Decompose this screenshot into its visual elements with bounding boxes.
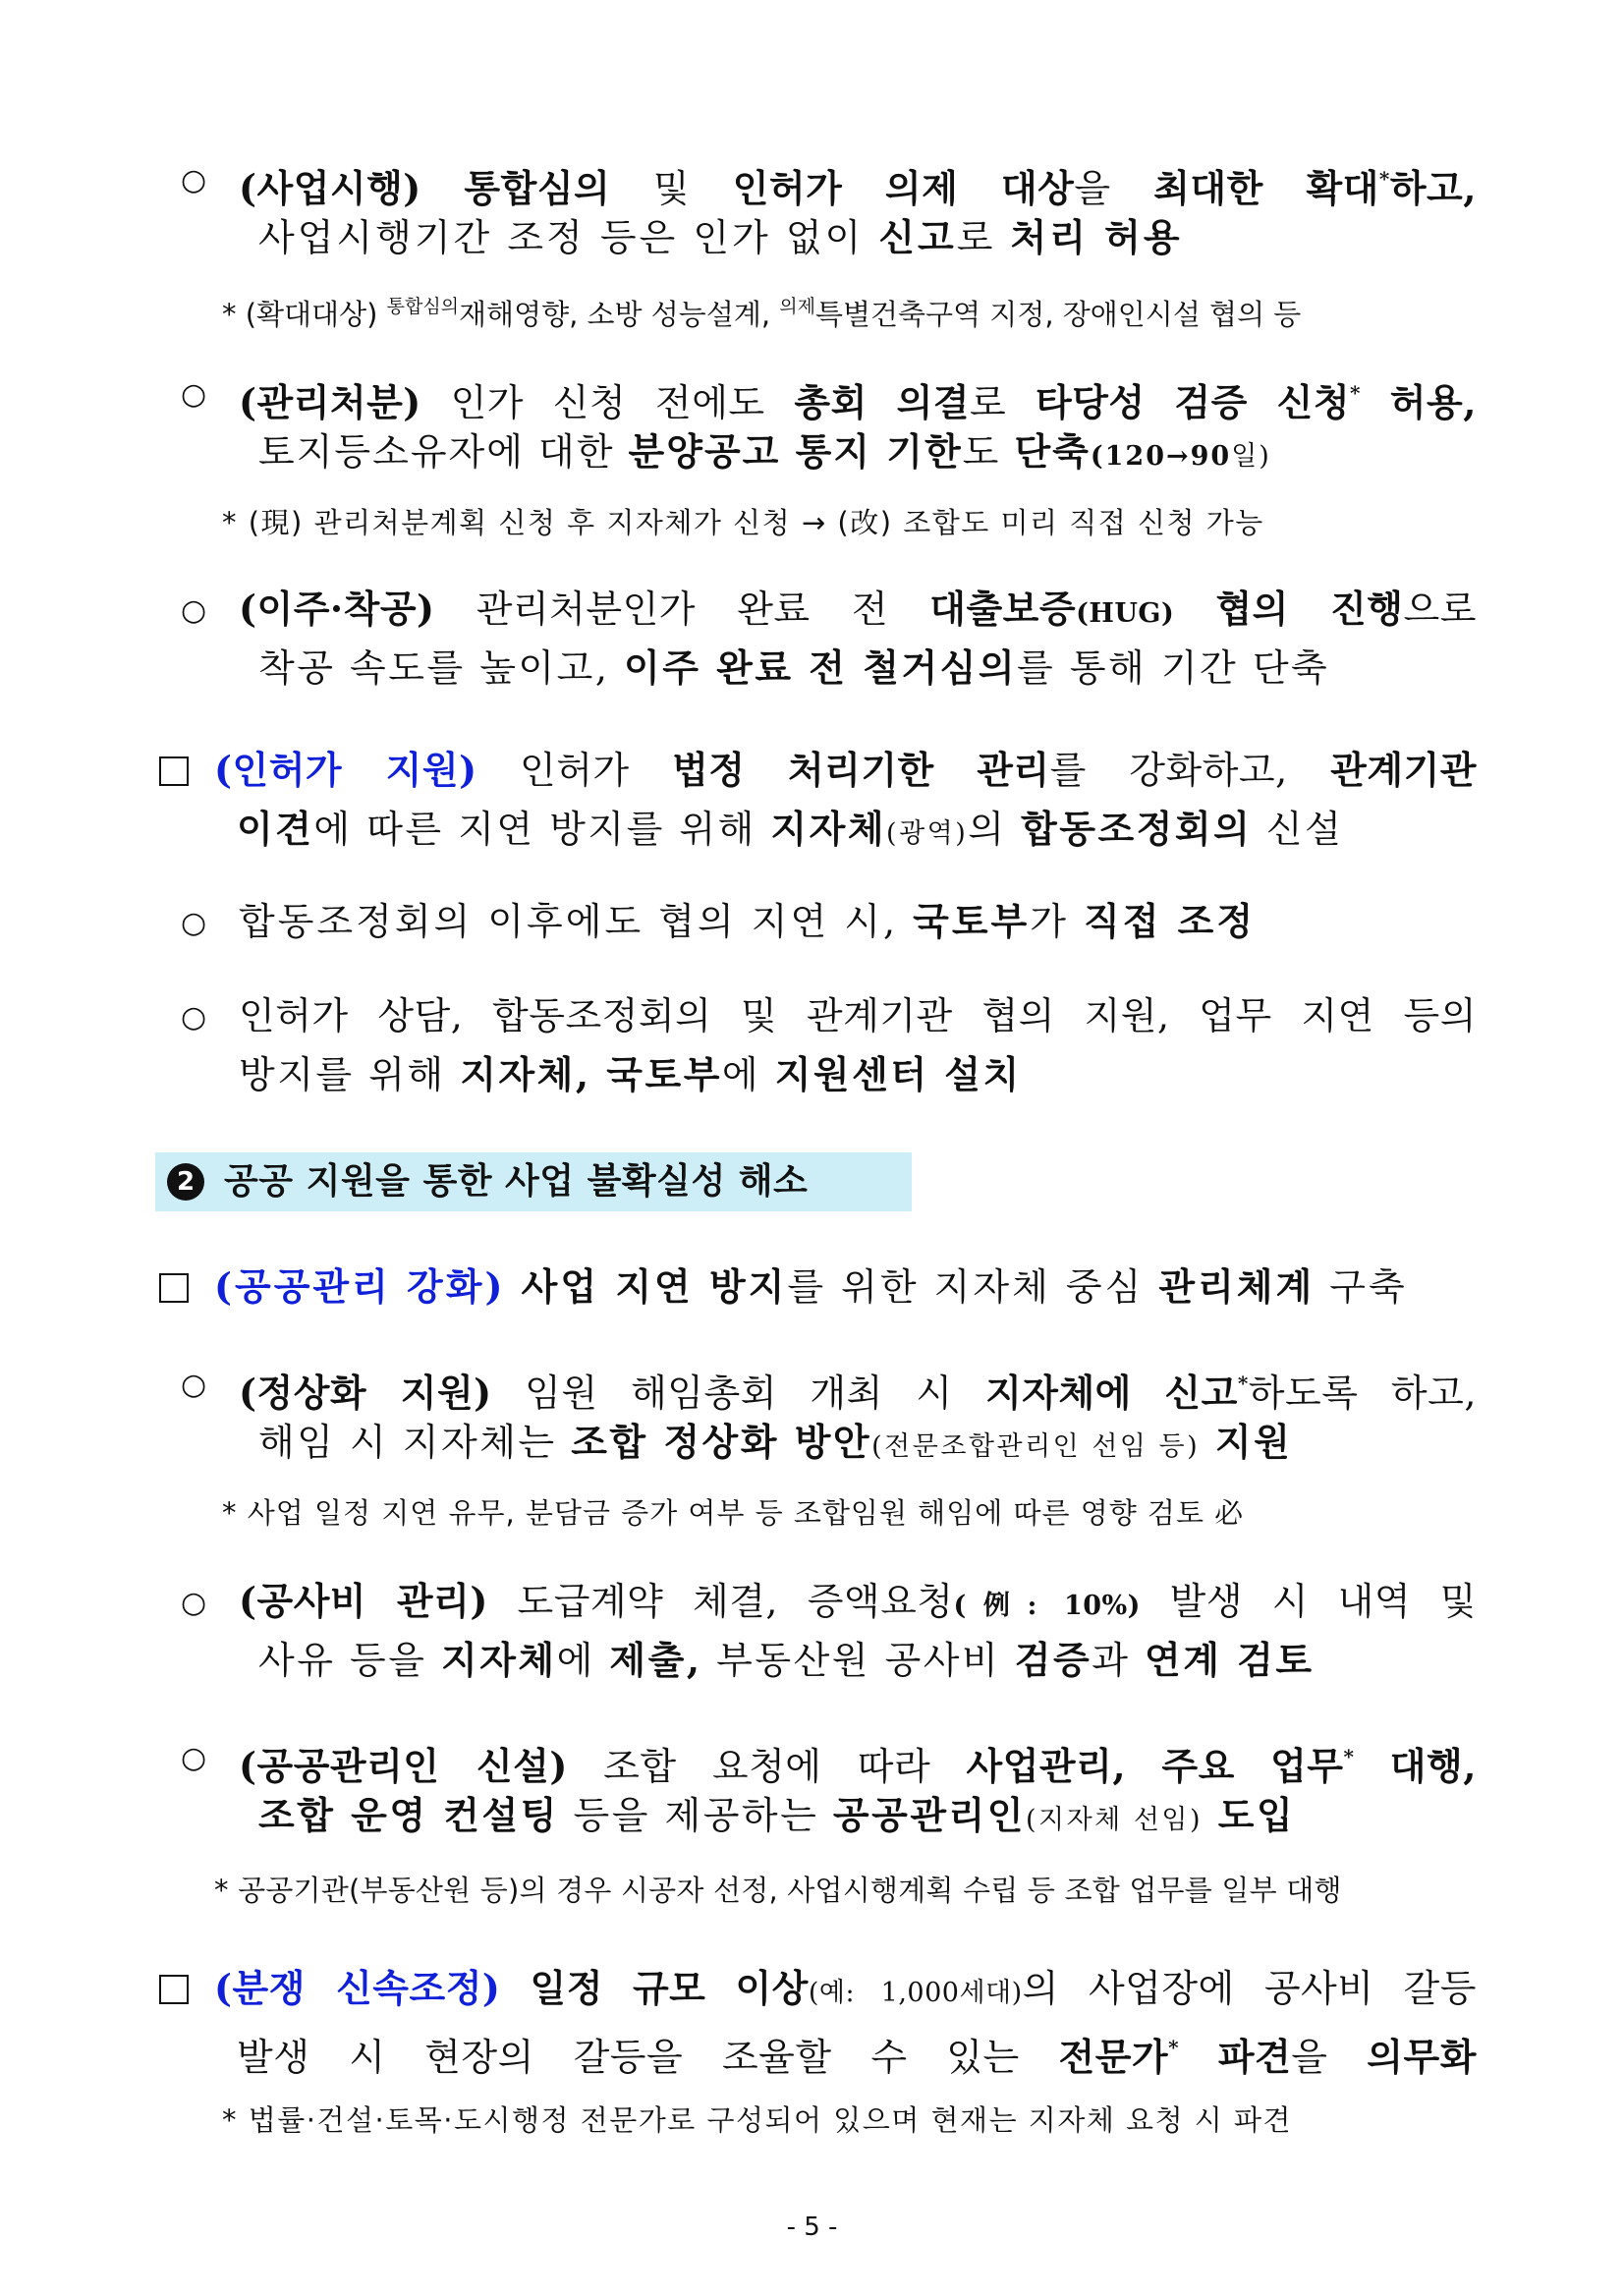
item-dispute-mediation-line2: 발생 시 현장의 갈등을 조율할 수 있는 전문가* 파견을 의무화 bbox=[237, 2035, 1477, 2079]
footnote-current-vs-revised: * (現) 관리처분계획 신청 후 지자체가 신청 → (改) 조합도 미리 직접 신청 가능 bbox=[222, 506, 1264, 539]
item-construction-cost-line1: (공사비 관리) 도급계약 체결, 증액요청(例: 10%) 발생 시 내역 및 bbox=[239, 1579, 1477, 1623]
footnote-public-agency-role: * 공공기관(부동산원 등)의 경우 시공자 선정, 사업시행계획 수립 등 조합 업무를 일부 대행 bbox=[214, 1874, 1342, 1907]
item-support-center-line2: 방지를 위해 지자체, 국토부에 지원센터 설치 bbox=[239, 1052, 1022, 1096]
item-normalization-support-line2: 해임 시 지자체는 조합 정상화 방안(전문조합관리인 선임 등) 지원 bbox=[258, 1420, 1293, 1464]
circle-bullet-icon: ○ bbox=[181, 163, 207, 197]
circle-bullet-icon: ○ bbox=[181, 1586, 207, 1620]
item-business-implementation-line1: (사업시행) 통합심의 및 인허가 의제 대상을 최대한 확대*하고, bbox=[239, 166, 1477, 210]
item-public-management-strengthening: (공공관리 강화) 사업 지연 방지를 위한 지자체 중심 관리체계 구축 bbox=[214, 1264, 1408, 1309]
page-number: - 5 - bbox=[786, 2212, 838, 2242]
item-permit-support-line1: (인허가 지원) 인허가 법정 처리기한 관리를 강화하고, 관계기관 bbox=[214, 748, 1477, 792]
footnote-expert-composition: * 법률·건설·토목·도시행정 전문가로 구성되어 있으며 현재는 지자체 요청 시 파견 bbox=[222, 2103, 1293, 2137]
footnote-expansion-targets: * (확대대상) $^{통합심의}$재해영향, 소방 성능설계, $^{의제}$특별건축구역 지정, 장애인시설 협의 등 bbox=[222, 296, 1302, 331]
item-relocation-construction-line2: 착공 속도를 높이고, 이주 완료 전 철거심의를 통해 기간 단축 bbox=[258, 645, 1330, 690]
item-relocation-construction-line1: (이주·착공) 관리처분인가 완료 전 대출보증(HUG) 협의 진행으로 bbox=[239, 587, 1477, 631]
circle-bullet-icon: ○ bbox=[181, 1368, 207, 1402]
section-header-title: 공공 지원을 통한 사업 불확실성 해소 bbox=[224, 1161, 809, 1202]
item-dispute-mediation-line1: (분쟁 신속조정) 일정 규모 이상(예: 1,000세대)의 사업장에 공사비 갈등 bbox=[214, 1966, 1477, 2010]
circle-bullet-icon: ○ bbox=[181, 593, 207, 628]
item-management-disposal-line1: (관리처분) 인가 신청 전에도 총회 의결로 타당성 검증 신청* 허용, bbox=[239, 380, 1477, 424]
checkbox-square-icon bbox=[159, 756, 189, 786]
item-permit-support-line2: 이견에 따른 지연 방지를 위해 지자체(광역)의 합동조정회의 신설 bbox=[237, 807, 1344, 851]
item-business-implementation-line2: 사업시행기간 조정 등은 인가 없이 신고로 처리 허용 bbox=[258, 215, 1183, 259]
circle-bullet-icon: ○ bbox=[181, 1741, 207, 1775]
item-construction-cost-line2: 사유 등을 지자체에 제출, 부동산원 공사비 검증과 연계 검토 bbox=[258, 1638, 1315, 1682]
checkbox-square-icon bbox=[159, 1273, 189, 1303]
item-public-manager-line1: (공공관리인 신설) 조합 요청에 따라 사업관리, 주요 업무* 대행, bbox=[239, 1744, 1477, 1788]
item-ministry-direct-adjustment: 합동조정회의 이후에도 협의 지연 시, 국토부가 직접 조정 bbox=[239, 899, 1257, 943]
item-public-manager-line2: 조합 운영 컨설팅 등을 제공하는 공공관리인(지자체 선임) 도입 bbox=[258, 1793, 1296, 1837]
circle-bullet-icon: ○ bbox=[181, 1000, 207, 1035]
circle-bullet-icon: ○ bbox=[181, 377, 207, 412]
checkbox-square-icon bbox=[159, 1975, 189, 2004]
section-number-badge: 2 bbox=[167, 1163, 204, 1201]
item-normalization-support-line1: (정상화 지원) 임원 해임총회 개최 시 지자체에 신고*하도록 하고, bbox=[239, 1371, 1477, 1415]
item-support-center-line1: 인허가 상담, 합동조정회의 및 관계기관 협의 지원, 업무 지연 등의 bbox=[239, 994, 1477, 1037]
circle-bullet-icon: ○ bbox=[181, 906, 207, 940]
item-management-disposal-line2: 토지등소유자에 대한 분양공고 통지 기한도 단축(120→90일) bbox=[258, 429, 1271, 474]
footnote-dismissal-impact-review: * 사업 일정 지연 유무, 분담금 증가 여부 등 조합임원 해임에 따른 영향 검토 必 bbox=[222, 1496, 1245, 1530]
